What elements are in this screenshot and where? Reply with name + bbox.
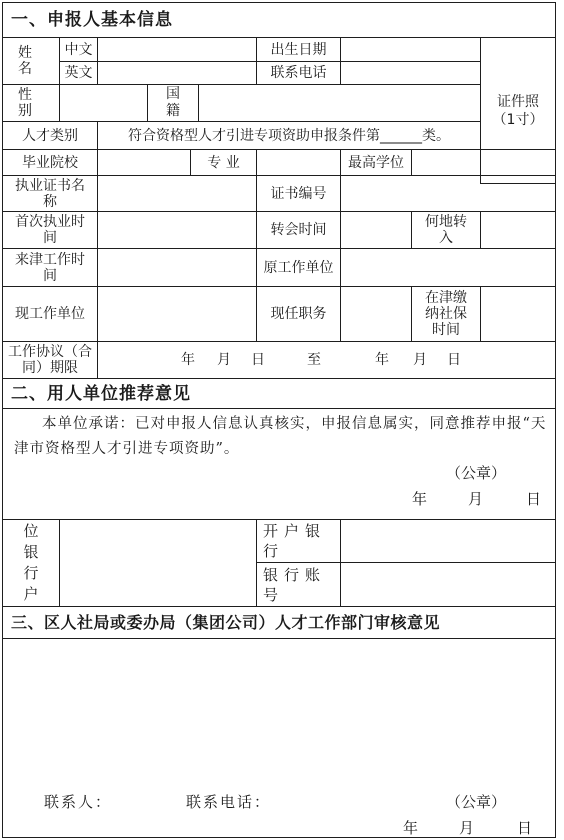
- contract-end-month: 月: [413, 352, 427, 368]
- section-2-seal: （公章）: [446, 464, 507, 482]
- photo-size: （1寸）: [492, 111, 544, 128]
- contract-end-day: 日: [447, 352, 461, 368]
- account-no-input[interactable]: [340, 562, 556, 607]
- bank-label: 开户银行: [256, 519, 341, 563]
- nationality-input[interactable]: [198, 84, 481, 122]
- section-2-year: 年: [412, 490, 428, 508]
- phone-label: 联系电话: [256, 61, 341, 85]
- english-name-label: 英文: [59, 61, 98, 85]
- cert-name-label: 执业证书名称: [2, 175, 98, 212]
- nationality-label: 国籍: [147, 84, 199, 122]
- arrival-label: 来津工作时间: [2, 248, 98, 287]
- chinese-name-label: 中文: [59, 37, 98, 62]
- bank-account-name-input[interactable]: [59, 519, 257, 607]
- section-3-day: 日: [517, 819, 533, 837]
- contract-start-year: 年: [181, 352, 195, 368]
- commitment-text: 本单位承诺：已对申报人信息认真核实，申报信息属实，同意推荐申报“天津市资格型人才引进专项资助”。: [14, 416, 547, 457]
- cert-no-input[interactable]: [340, 175, 556, 212]
- account-no-label: 银行账号: [256, 562, 341, 607]
- chinese-name-input[interactable]: [97, 37, 257, 62]
- contract-end-year: 年: [375, 352, 389, 368]
- arrival-input[interactable]: [97, 248, 257, 287]
- degree-input[interactable]: [411, 149, 556, 176]
- contact-label: 联系人：: [44, 793, 113, 811]
- contact-phone-label: 联系电话：: [186, 793, 272, 811]
- cert-name-input[interactable]: [97, 175, 257, 212]
- section-3-year: 年: [403, 819, 419, 837]
- current-position-label: 现任职务: [256, 286, 341, 342]
- social-security-input[interactable]: [480, 286, 556, 342]
- contract-start-month: 月: [217, 352, 231, 368]
- transfer-from-label: 何地转入: [411, 211, 481, 249]
- first-practice-label: 首次执业时间: [2, 211, 98, 249]
- section-3-seal: （公章）: [446, 793, 507, 811]
- photo-label: 证件照: [497, 93, 539, 110]
- major-label: 专 业: [190, 149, 257, 176]
- school-label: 毕业院校: [2, 149, 98, 176]
- school-input[interactable]: [97, 149, 191, 176]
- social-security-label: 在津缴纳社保时间: [411, 286, 481, 342]
- current-employer-label: 现工作单位: [2, 286, 98, 342]
- section-3-title: 三、区人社局或委办局（集团公司）人才工作部门审核意见: [2, 606, 556, 639]
- bank-account-name-label: 位银行户: [2, 519, 60, 607]
- english-name-input[interactable]: [97, 61, 257, 85]
- degree-label: 最高学位: [340, 149, 412, 176]
- bank-input[interactable]: [340, 519, 556, 563]
- major-input[interactable]: [256, 149, 341, 176]
- birth-date-label: 出生日期: [256, 37, 341, 62]
- former-employer-label: 原工作单位: [256, 248, 341, 287]
- current-employer-input[interactable]: [97, 286, 257, 342]
- transfer-time-label: 转会时间: [256, 211, 341, 249]
- first-practice-input[interactable]: [97, 211, 257, 249]
- contract-period-input[interactable]: [97, 341, 556, 379]
- gender-input[interactable]: [59, 84, 148, 122]
- section-1-title: 一、申报人基本信息: [2, 2, 556, 38]
- transfer-time-input[interactable]: [340, 211, 412, 249]
- gender-label: 性 别: [2, 84, 60, 122]
- section-2-title: 二、用人单位推荐意见: [2, 378, 556, 409]
- contract-label: 工作协议（合同）期限: [2, 341, 98, 379]
- cert-no-label: 证书编号: [256, 175, 341, 212]
- former-employer-input[interactable]: [340, 248, 556, 287]
- transfer-from-input[interactable]: [480, 211, 556, 249]
- section-2-month: 月: [468, 490, 484, 508]
- contract-start-day: 日: [251, 352, 265, 368]
- name-label: 姓 名: [2, 37, 60, 85]
- phone-input[interactable]: [340, 61, 481, 85]
- section-2-day: 日: [526, 490, 542, 508]
- section-3-month: 月: [459, 819, 475, 837]
- category-label: 人才类别: [2, 121, 98, 150]
- contract-to: 至: [307, 352, 321, 368]
- current-position-input[interactable]: [340, 286, 412, 342]
- category-text[interactable]: 符合资格型人才引进专项资助申报条件第______类。: [97, 121, 481, 150]
- birth-date-input[interactable]: [340, 37, 481, 62]
